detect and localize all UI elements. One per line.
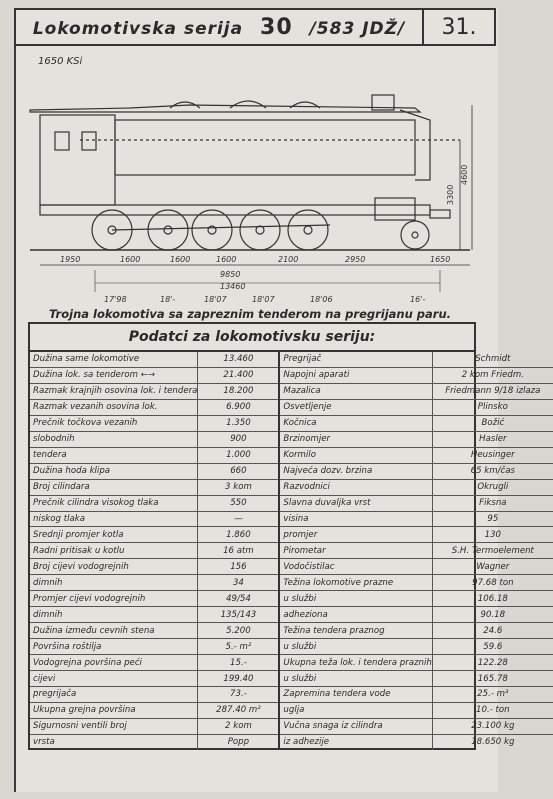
dim-3: 1600 — [170, 255, 191, 264]
row-value: 1.350 — [197, 416, 278, 431]
load-5: 18'06 — [310, 295, 333, 304]
row-value: 49/54 — [197, 591, 278, 606]
table-row — [280, 655, 552, 671]
table-row — [30, 639, 278, 655]
row-value: 18.200 — [197, 384, 278, 399]
load-4: 18'07 — [252, 295, 275, 304]
row-value: 23.100 kg — [432, 719, 553, 734]
row-label: uglja — [283, 705, 305, 716]
dim-2: 1600 — [120, 255, 141, 264]
row-value: Heusinger — [432, 448, 553, 463]
row-label: dimnih — [33, 609, 63, 620]
row-label: Osvetljenje — [283, 402, 332, 413]
row-label: vrsta — [33, 737, 55, 748]
row-value: 5.200 — [197, 623, 278, 638]
row-value: Wagner — [432, 559, 553, 574]
row-label: promjer — [283, 529, 318, 540]
table-row — [30, 448, 278, 464]
row-label: Pirometar — [283, 545, 326, 556]
table-row — [280, 448, 552, 464]
row-label: Zapremina tendera vode — [283, 689, 391, 700]
table-row — [30, 432, 278, 448]
row-value: 16 atm — [197, 543, 278, 558]
row-value: 1.860 — [197, 527, 278, 542]
row-label: Dužina hoda klipa — [33, 466, 111, 477]
row-label: Sigurnosni ventili broj — [33, 721, 127, 732]
row-value: Božić — [432, 416, 553, 431]
row-value: 165.78 — [432, 671, 553, 686]
table-row — [30, 400, 278, 416]
row-value: 2 kom Friedm. — [432, 368, 553, 383]
row-label: Kočnica — [283, 418, 317, 429]
row-label: Radni pritisak u kotlu — [33, 545, 125, 556]
table-row — [280, 464, 552, 480]
row-value: 95 — [432, 512, 553, 527]
row-label: adheziona — [283, 609, 328, 620]
row-value: 59.6 — [432, 639, 553, 654]
table-row — [30, 416, 278, 432]
row-label: Vodogrejna površina peći — [33, 657, 142, 668]
row-label: Promjer cijevi vodogrejnih — [33, 593, 146, 604]
table-row — [280, 639, 552, 655]
row-label: Ukupna grejna površina — [33, 705, 136, 716]
table-row — [280, 671, 552, 687]
page-number: 31. — [422, 10, 494, 44]
table-row — [30, 464, 278, 480]
table-row — [30, 559, 278, 575]
row-value: 34 — [197, 575, 278, 590]
row-value: Okrugli — [432, 480, 553, 495]
row-label: Dužina između cevnih stena — [33, 625, 155, 636]
row-value: 660 — [197, 464, 278, 479]
row-value: 13.460 — [197, 352, 278, 367]
table-row — [280, 719, 552, 735]
table-row — [280, 512, 552, 528]
row-value: Fiksna — [432, 496, 553, 511]
row-label: Prečnik cilindra visokog tlaka — [33, 498, 159, 509]
row-value: 122.28 — [432, 655, 553, 670]
row-value: Plinsko — [432, 400, 553, 415]
row-value: 73.- — [197, 687, 278, 702]
table-row — [30, 607, 278, 623]
row-value: 18.650 kg — [432, 735, 553, 750]
row-label: Dužina lok. sa tenderom ←→ — [33, 370, 156, 381]
table-row — [30, 687, 278, 703]
table-row — [30, 655, 278, 671]
table-row — [280, 703, 552, 719]
row-label: Brzinomjer — [283, 434, 331, 445]
table-row — [30, 527, 278, 543]
row-value: 135/143 — [197, 607, 278, 622]
drawing-caption: Trojna lokomotiva sa zapreznim tenderom na pregrijanu paru. — [48, 307, 452, 321]
table-row — [280, 591, 552, 607]
dim-5: 2100 — [278, 255, 299, 264]
table-row — [280, 400, 552, 416]
row-label: slobodnih — [33, 434, 75, 445]
row-label: dimnih — [33, 577, 63, 588]
row-value: S.H. Termoelement — [432, 543, 553, 558]
table-title: Podatci za lokomotivsku seriju: — [30, 324, 474, 352]
table-row — [30, 719, 278, 735]
row-label: Broj cilindara — [33, 482, 90, 493]
row-label: Srednji promjer kotla — [33, 529, 124, 540]
specifications-table — [28, 322, 541, 750]
row-value: 287.40 m² — [197, 703, 278, 718]
row-label: u službi — [283, 673, 317, 684]
row-label: Slavna duvaljka vrst — [283, 498, 371, 509]
title-text: Lokomotivska serija — [32, 18, 244, 39]
table-row — [30, 352, 278, 368]
row-value: 3 kom — [197, 480, 278, 495]
dim-4: 1600 — [216, 255, 237, 264]
table-row — [280, 623, 552, 639]
row-label: niskog tlaka — [33, 514, 85, 524]
row-value: 97.68 ton — [432, 575, 553, 590]
table-row — [30, 703, 278, 719]
dim-total-loco: 9850 — [220, 270, 241, 279]
row-label: Razvodnici — [283, 482, 330, 493]
table-row — [30, 735, 278, 750]
row-value: 6.900 — [197, 400, 278, 415]
row-label: Ukupna teža lok. i tendera praznih — [283, 657, 432, 668]
row-label: Razmak vezanih osovina lok. — [33, 402, 158, 413]
header-title — [16, 15, 422, 40]
table-row — [30, 480, 278, 496]
row-value: 900 — [197, 432, 278, 447]
table-row — [280, 352, 552, 368]
row-label: Mazalica — [283, 386, 321, 397]
load-1: 17'98 — [104, 295, 127, 304]
table-row — [280, 384, 552, 400]
table-row — [280, 527, 552, 543]
row-value: Schmidt — [432, 352, 553, 367]
row-label: pregrijača — [33, 689, 77, 700]
height-label-1: 3300 — [446, 184, 455, 205]
table-row — [280, 687, 552, 703]
left-column — [30, 352, 280, 750]
row-value: 10.- ton — [432, 703, 553, 718]
row-value: Hasler — [432, 432, 553, 447]
row-label: Kormilo — [283, 450, 316, 461]
row-value: 5.- m² — [197, 639, 278, 654]
dim-1: 1950 — [60, 255, 81, 264]
load-6: 16'- — [410, 295, 426, 304]
row-label: Broj cijevi vodogrejnih — [33, 561, 129, 572]
series-code: /583 JDŽ/ — [309, 18, 406, 39]
dim-7: 1650 — [430, 255, 451, 264]
row-label: Vodočistilac — [283, 561, 335, 572]
row-label: Površina roštilja — [33, 641, 102, 652]
power-label: 1650 KSi — [38, 56, 83, 67]
row-label: cijevi — [33, 673, 56, 684]
row-value: Popp — [197, 735, 278, 750]
row-label: Vučna snaga iz cilindra — [283, 721, 383, 732]
table-row — [280, 559, 552, 575]
locomotive-drawing — [20, 80, 480, 305]
row-label: Dužina same lokomotive — [33, 354, 140, 365]
load-3: 18'07 — [204, 295, 227, 304]
table-row — [30, 623, 278, 639]
load-2: 18'- — [160, 295, 176, 304]
series-number: 30 — [260, 14, 293, 40]
row-value: — — [197, 512, 278, 527]
row-value: 199.40 — [197, 671, 278, 686]
row-value: 550 — [197, 496, 278, 511]
row-value: 106.18 — [432, 591, 553, 606]
table-row — [30, 671, 278, 687]
table-row — [30, 368, 278, 384]
table-row — [30, 543, 278, 559]
row-label: Razmak krajnjih osovina lok. i tendera — [33, 386, 198, 397]
table-row — [280, 480, 552, 496]
row-label: Prečnik točkova vezanih — [33, 418, 138, 429]
table-row — [30, 591, 278, 607]
table-row — [280, 543, 552, 559]
row-label: Napojni aparati — [283, 370, 350, 381]
row-value: 90.18 — [432, 607, 553, 622]
row-label: tendera — [33, 450, 67, 461]
table-row — [30, 512, 278, 528]
table-row — [280, 575, 552, 591]
table-row — [280, 735, 552, 750]
row-value: 1.000 — [197, 448, 278, 463]
row-value: 65 km/čas — [432, 464, 553, 479]
row-label: iz adhezije — [283, 737, 330, 748]
table-row — [280, 416, 552, 432]
row-label: Pregrijač — [283, 354, 322, 365]
row-value: 25.- m³ — [432, 687, 553, 702]
table-row — [280, 496, 552, 512]
row-value: 15.- — [197, 655, 278, 670]
row-label: u službi — [283, 593, 317, 604]
table-row — [30, 575, 278, 591]
row-value: Friedmann 9/18 izlaza — [432, 384, 553, 399]
row-value: 24.6 — [432, 623, 553, 638]
row-label: u službi — [283, 641, 317, 652]
table-row — [30, 496, 278, 512]
row-value: 156 — [197, 559, 278, 574]
row-label: Težina tendera praznog — [283, 625, 385, 636]
table-row — [280, 368, 552, 384]
table-row — [280, 432, 552, 448]
row-label: Težina lokomotive prazne — [283, 577, 394, 588]
table-row — [280, 607, 552, 623]
dim-6: 2950 — [345, 255, 366, 264]
right-column — [280, 352, 552, 750]
height-label-2: 4600 — [460, 164, 469, 185]
row-label: Najveća dozv. brzina — [283, 466, 373, 477]
row-value: 2 kom — [197, 719, 278, 734]
row-value: 21.400 — [197, 368, 278, 383]
page-header — [14, 8, 496, 46]
row-label: visina — [283, 514, 309, 524]
table-row — [30, 384, 278, 400]
dim-total-all: 13460 — [220, 282, 246, 291]
row-value: 130 — [432, 527, 553, 542]
